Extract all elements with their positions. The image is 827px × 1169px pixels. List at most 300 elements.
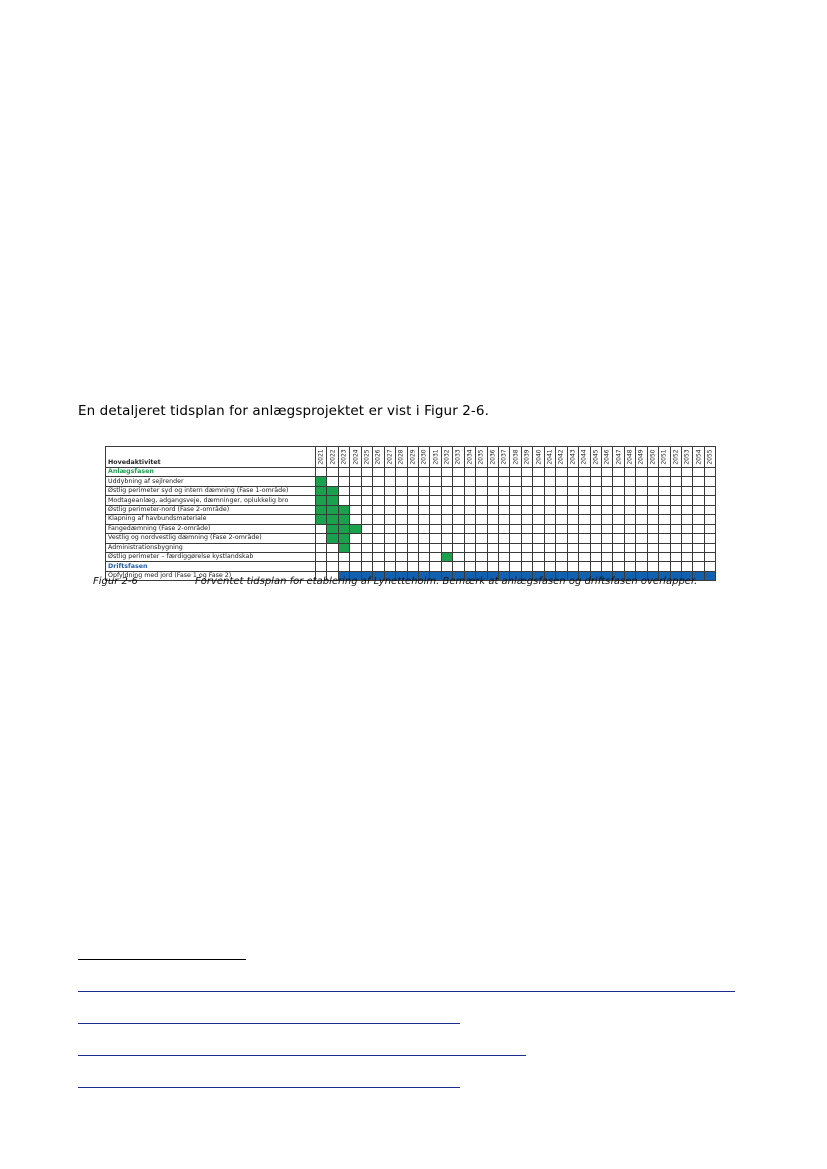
schedule-cell	[441, 477, 452, 486]
schedule-cell	[601, 524, 612, 533]
schedule-cell	[613, 552, 624, 561]
schedule-cell	[338, 552, 349, 561]
schedule-cell	[533, 505, 544, 514]
schedule-cell	[579, 543, 590, 552]
schedule-cell	[327, 562, 338, 571]
schedule-cell	[704, 562, 715, 571]
schedule-cell	[407, 534, 418, 543]
schedule-cell	[373, 477, 384, 486]
schedule-cell	[464, 562, 475, 571]
schedule-cell	[430, 505, 441, 514]
schedule-cell	[636, 524, 647, 533]
schedule-cell	[601, 534, 612, 543]
schedule-table-body	[106, 468, 716, 581]
schedule-cell	[659, 534, 670, 543]
schedule-cell	[682, 543, 693, 552]
schedule-cell	[704, 534, 715, 543]
schedule-cell	[464, 505, 475, 514]
schedule-cell	[499, 552, 510, 561]
schedule-cell	[567, 477, 578, 486]
schedule-cell	[613, 524, 624, 533]
schedule-cell	[647, 486, 658, 495]
year-header	[418, 447, 429, 468]
schedule-cell	[521, 496, 532, 505]
schedule-cell	[567, 515, 578, 524]
schedule-cell	[613, 543, 624, 552]
year-header	[659, 447, 670, 468]
schedule-cell	[567, 543, 578, 552]
schedule-cell	[350, 468, 361, 477]
schedule-cell	[624, 486, 635, 495]
schedule-cell	[693, 562, 704, 571]
schedule-cell	[670, 524, 681, 533]
schedule-cell	[361, 552, 372, 561]
schedule-cell	[510, 477, 521, 486]
schedule-cell	[487, 524, 498, 533]
schedule-cell	[384, 543, 395, 552]
schedule-cell	[636, 515, 647, 524]
schedule-cell	[533, 515, 544, 524]
schedule-cell	[601, 468, 612, 477]
schedule-bar-cell	[316, 477, 327, 486]
schedule-cell	[521, 515, 532, 524]
schedule-cell	[670, 552, 681, 561]
footnote-separator	[78, 959, 246, 960]
schedule-cell	[464, 552, 475, 561]
schedule-cell	[441, 543, 452, 552]
schedule-cell	[384, 477, 395, 486]
schedule-cell	[476, 477, 487, 486]
year-header	[338, 447, 349, 468]
schedule-cell	[624, 534, 635, 543]
schedule-cell	[373, 524, 384, 533]
schedule-cell	[533, 534, 544, 543]
schedule-cell	[453, 534, 464, 543]
schedule-cell	[567, 524, 578, 533]
schedule-cell	[338, 562, 349, 571]
year-label: 2049	[637, 449, 645, 465]
schedule-cell	[316, 552, 327, 561]
schedule-cell	[361, 468, 372, 477]
schedule-cell	[476, 468, 487, 477]
schedule-cell	[556, 534, 567, 543]
schedule-cell	[407, 496, 418, 505]
schedule-cell	[682, 486, 693, 495]
schedule-cell	[659, 524, 670, 533]
schedule-cell	[487, 534, 498, 543]
schedule-cell	[533, 486, 544, 495]
footnote-link[interactable]	[78, 1023, 460, 1024]
schedule-cell	[510, 505, 521, 514]
schedule-cell	[613, 562, 624, 571]
schedule-cell	[464, 496, 475, 505]
schedule-cell	[613, 534, 624, 543]
schedule-cell	[350, 534, 361, 543]
schedule-cell	[590, 477, 601, 486]
activity-label: Opfyldning med jord (Fase 1 og Fase 2)	[106, 571, 316, 580]
schedule-cell	[567, 468, 578, 477]
schedule-bar-cell	[350, 524, 361, 533]
schedule-cell	[567, 562, 578, 571]
schedule-cell	[407, 552, 418, 561]
schedule-cell	[499, 505, 510, 514]
year-header	[579, 447, 590, 468]
schedule-bar-cell	[327, 534, 338, 543]
schedule-cell	[510, 543, 521, 552]
schedule-cell	[464, 534, 475, 543]
schedule-cell	[464, 486, 475, 495]
schedule-cell	[579, 515, 590, 524]
schedule-cell	[624, 524, 635, 533]
schedule-cell	[682, 496, 693, 505]
table-row	[106, 505, 716, 514]
schedule-bar-cell	[338, 505, 349, 514]
schedule-cell	[499, 496, 510, 505]
schedule-cell	[373, 562, 384, 571]
schedule-cell	[338, 468, 349, 477]
schedule-cell	[521, 505, 532, 514]
schedule-cell	[647, 543, 658, 552]
schedule-cell	[556, 562, 567, 571]
schedule-bar-cell	[327, 515, 338, 524]
activity-label: Vestlig og nordvestlig dæmning (Fase 2-område)	[106, 534, 316, 543]
schedule-cell	[510, 496, 521, 505]
schedule-cell	[613, 505, 624, 514]
schedule-bar-cell	[338, 534, 349, 543]
year-label: 2052	[672, 449, 680, 465]
schedule-cell	[430, 515, 441, 524]
schedule-cell	[693, 486, 704, 495]
year-header	[327, 447, 338, 468]
schedule-bar-cell	[316, 486, 327, 495]
year-header	[601, 447, 612, 468]
schedule-cell	[464, 543, 475, 552]
schedule-cell	[361, 505, 372, 514]
schedule-cell	[396, 534, 407, 543]
schedule-cell	[613, 496, 624, 505]
schedule-cell	[510, 515, 521, 524]
schedule-cell	[556, 477, 567, 486]
schedule-cell	[441, 515, 452, 524]
schedule-cell	[693, 552, 704, 561]
schedule-cell	[682, 505, 693, 514]
schedule-cell	[544, 562, 555, 571]
schedule-cell	[693, 468, 704, 477]
schedule-cell	[441, 496, 452, 505]
schedule-cell	[361, 543, 372, 552]
schedule-cell	[533, 524, 544, 533]
schedule-cell	[373, 552, 384, 561]
schedule-cell	[430, 468, 441, 477]
year-label: 2023	[340, 449, 348, 465]
schedule-cell	[453, 468, 464, 477]
schedule-cell	[579, 524, 590, 533]
schedule-cell	[453, 524, 464, 533]
schedule-cell	[476, 552, 487, 561]
schedule-bar-cell	[316, 505, 327, 514]
year-header-row	[106, 447, 716, 468]
schedule-cell	[499, 562, 510, 571]
schedule-cell	[590, 468, 601, 477]
schedule-cell	[590, 496, 601, 505]
schedule-bar-cell	[327, 505, 338, 514]
schedule-cell	[624, 552, 635, 561]
schedule-cell	[418, 552, 429, 561]
schedule-cell	[407, 477, 418, 486]
year-header	[682, 447, 693, 468]
schedule-cell	[338, 496, 349, 505]
footnote-link[interactable]	[78, 1055, 526, 1056]
schedule-cell	[499, 543, 510, 552]
schedule-cell	[647, 534, 658, 543]
phase-label: Anlægsfasen	[106, 468, 316, 477]
schedule-cell	[579, 486, 590, 495]
schedule-cell	[521, 477, 532, 486]
schedule-cell	[510, 468, 521, 477]
schedule-cell	[521, 468, 532, 477]
schedule-cell	[624, 496, 635, 505]
schedule-cell	[693, 524, 704, 533]
schedule-cell	[476, 524, 487, 533]
year-header	[613, 447, 624, 468]
year-label: 2042	[557, 449, 565, 465]
schedule-cell	[396, 468, 407, 477]
schedule-cell	[430, 543, 441, 552]
schedule-cell	[476, 543, 487, 552]
year-header	[384, 447, 395, 468]
schedule-cell	[533, 562, 544, 571]
schedule-cell	[499, 468, 510, 477]
schedule-cell	[407, 562, 418, 571]
schedule-cell	[659, 486, 670, 495]
schedule-cell	[567, 486, 578, 495]
schedule-cell	[647, 505, 658, 514]
schedule-cell	[624, 515, 635, 524]
schedule-cell	[521, 552, 532, 561]
activity-label: Klapning af havbundsmateriale	[106, 515, 316, 524]
schedule-cell	[590, 515, 601, 524]
schedule-cell	[544, 468, 555, 477]
schedule-cell	[636, 486, 647, 495]
schedule-cell	[476, 496, 487, 505]
table-row	[106, 543, 716, 552]
year-label: 2043	[569, 449, 577, 465]
schedule-cell	[441, 468, 452, 477]
schedule-cell	[567, 534, 578, 543]
schedule-cell	[544, 496, 555, 505]
year-header	[636, 447, 647, 468]
year-header	[590, 447, 601, 468]
schedule-cell	[647, 562, 658, 571]
year-header	[407, 447, 418, 468]
schedule-bar-cell	[327, 496, 338, 505]
activity-label: Østlig perimeter – færdiggørelse kystlandskab	[106, 552, 316, 561]
schedule-cell	[476, 562, 487, 571]
schedule-cell	[396, 552, 407, 561]
schedule-bar-cell	[338, 524, 349, 533]
schedule-cell	[316, 468, 327, 477]
schedule-cell	[338, 477, 349, 486]
year-header	[464, 447, 475, 468]
schedule-cell	[430, 477, 441, 486]
schedule-cell	[579, 477, 590, 486]
schedule-cell	[544, 524, 555, 533]
schedule-cell	[693, 496, 704, 505]
year-header	[693, 447, 704, 468]
table-row	[106, 524, 716, 533]
table-row	[106, 477, 716, 486]
schedule-cell	[487, 505, 498, 514]
year-header	[499, 447, 510, 468]
table-row	[106, 515, 716, 524]
schedule-cell	[590, 505, 601, 514]
schedule-cell	[556, 496, 567, 505]
schedule-cell	[567, 505, 578, 514]
schedule-cell	[670, 477, 681, 486]
year-label: 2022	[329, 449, 337, 465]
year-header	[396, 447, 407, 468]
year-header	[430, 447, 441, 468]
schedule-cell	[659, 468, 670, 477]
schedule-cell	[544, 486, 555, 495]
schedule-cell	[556, 468, 567, 477]
schedule-cell	[418, 524, 429, 533]
schedule-cell	[373, 496, 384, 505]
schedule-cell	[544, 477, 555, 486]
schedule-cell	[350, 477, 361, 486]
schedule-cell	[396, 477, 407, 486]
year-header	[567, 447, 578, 468]
schedule-cell	[407, 468, 418, 477]
schedule-cell	[521, 486, 532, 495]
schedule-cell	[704, 543, 715, 552]
year-label: 2031	[432, 449, 440, 465]
schedule-cell	[476, 505, 487, 514]
schedule-cell	[624, 543, 635, 552]
schedule-cell	[327, 468, 338, 477]
schedule-cell	[441, 562, 452, 571]
schedule-cell	[659, 562, 670, 571]
year-header	[556, 447, 567, 468]
schedule-cell	[430, 496, 441, 505]
year-header	[544, 447, 555, 468]
activity-label: Administrationsbygning	[106, 543, 316, 552]
schedule-cell	[579, 534, 590, 543]
table-row	[106, 552, 716, 561]
schedule-cell	[670, 468, 681, 477]
schedule-cell	[567, 496, 578, 505]
schedule-cell	[384, 552, 395, 561]
year-label: 2033	[454, 449, 462, 465]
schedule-cell	[430, 486, 441, 495]
schedule-cell	[682, 534, 693, 543]
schedule-cell	[407, 486, 418, 495]
table-row	[106, 534, 716, 543]
schedule-cell	[579, 552, 590, 561]
schedule-cell	[373, 543, 384, 552]
schedule-cell	[510, 486, 521, 495]
schedule-cell	[601, 505, 612, 514]
schedule-cell	[624, 562, 635, 571]
schedule-cell	[682, 524, 693, 533]
schedule-cell	[613, 515, 624, 524]
intro-paragraph: En detaljeret tidsplan for anlægsprojektet er vist i Figur 2-6.	[78, 403, 489, 419]
schedule-cell	[316, 534, 327, 543]
schedule-cell	[624, 468, 635, 477]
schedule-cell	[647, 552, 658, 561]
schedule-bar-cell	[338, 543, 349, 552]
year-label: 2034	[466, 449, 474, 465]
schedule-cell	[556, 515, 567, 524]
schedule-cell	[579, 496, 590, 505]
schedule-cell	[441, 524, 452, 533]
schedule-cell	[601, 486, 612, 495]
schedule-cell	[453, 496, 464, 505]
schedule-cell	[453, 543, 464, 552]
year-label: 2046	[603, 449, 611, 465]
schedule-cell	[384, 534, 395, 543]
schedule-cell	[579, 562, 590, 571]
year-label: 2040	[535, 449, 543, 465]
year-header	[361, 447, 372, 468]
schedule-cell	[418, 562, 429, 571]
phase-row	[106, 468, 716, 477]
schedule-cell	[601, 515, 612, 524]
schedule-cell	[670, 534, 681, 543]
footnote-link[interactable]	[78, 1087, 460, 1088]
schedule-cell	[384, 524, 395, 533]
schedule-cell	[533, 496, 544, 505]
schedule-cell	[453, 486, 464, 495]
schedule-cell	[350, 515, 361, 524]
schedule-cell	[693, 477, 704, 486]
schedule-cell	[636, 477, 647, 486]
schedule-cell	[373, 468, 384, 477]
schedule-cell	[601, 477, 612, 486]
schedule-cell	[544, 543, 555, 552]
schedule-cell	[361, 477, 372, 486]
schedule-cell	[316, 543, 327, 552]
schedule-cell	[670, 562, 681, 571]
schedule-cell	[499, 477, 510, 486]
schedule-cell	[476, 515, 487, 524]
schedule-cell	[384, 486, 395, 495]
year-label: 2048	[626, 449, 634, 465]
year-label: 2039	[523, 449, 531, 465]
schedule-cell	[327, 543, 338, 552]
schedule-cell	[601, 496, 612, 505]
schedule-cell	[647, 468, 658, 477]
year-header	[350, 447, 361, 468]
schedule-cell	[499, 486, 510, 495]
schedule-cell	[647, 515, 658, 524]
schedule-cell	[487, 515, 498, 524]
year-header	[453, 447, 464, 468]
schedule-cell	[613, 477, 624, 486]
activity-column-header: Hovedaktivitet	[106, 447, 316, 468]
schedule-bar-cell	[338, 515, 349, 524]
schedule-cell	[704, 486, 715, 495]
schedule-cell	[659, 505, 670, 514]
schedule-cell	[682, 515, 693, 524]
year-label: 2053	[683, 449, 691, 465]
figure-caption	[93, 576, 697, 587]
footnote-link[interactable]	[78, 991, 735, 992]
schedule-cell	[613, 486, 624, 495]
schedule-cell	[441, 505, 452, 514]
schedule-cell	[682, 477, 693, 486]
schedule-cell	[601, 543, 612, 552]
